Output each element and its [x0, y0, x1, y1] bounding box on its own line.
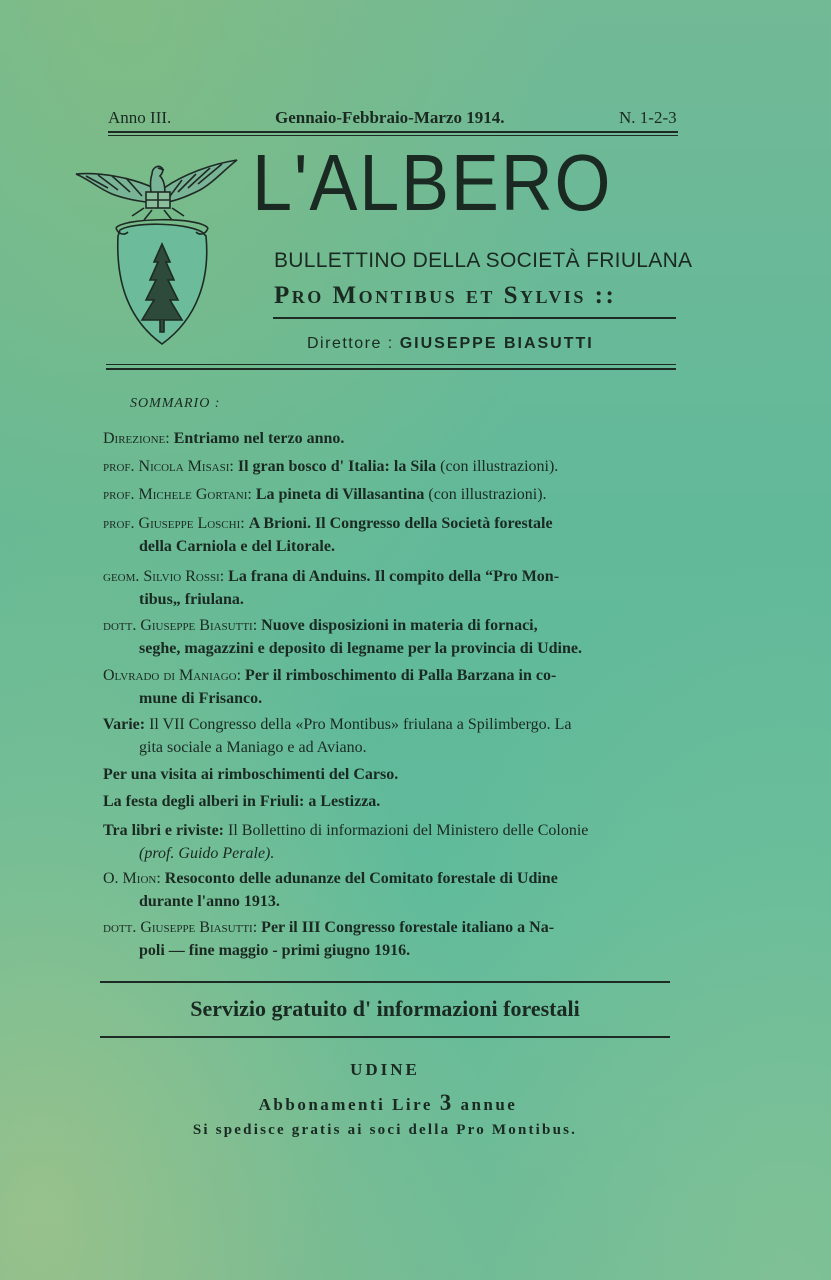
entry-title: A Brioni. Il Congresso della Società forestale: [248, 515, 553, 532]
entry-continuation: poli — fine maggio - primi giugno 1916.: [139, 942, 411, 959]
entry-title: La frana di Anduins. Il compito della “Pro Mon-: [228, 568, 560, 585]
entry-author: O. Mion:: [103, 870, 161, 887]
director-line: [307, 335, 594, 353]
entry-continuation: seghe, magazzini e deposito di legname per la provincia di Udine.: [139, 640, 582, 657]
subscription-line: [0, 1090, 776, 1116]
contents-entry: [103, 483, 676, 506]
year-label: Anno III.: [108, 108, 172, 127]
entry-title: Resoconto delle adunanze del Comitato forestale di Udine: [164, 870, 558, 887]
contents-entry: [103, 790, 676, 813]
entry-extra: (con illustrazioni).: [424, 486, 547, 503]
entry-continuation: della Carniola e del Litorale.: [139, 538, 335, 555]
entry-author: Olvrado di Maniago:: [103, 667, 242, 684]
eagle-shield-emblem-icon: [72, 158, 242, 350]
contents-entry: [103, 427, 676, 450]
footer-rule-bottom: [100, 1036, 670, 1038]
contents-entry: [103, 664, 676, 710]
journal-title: L'ALBERO: [252, 138, 613, 227]
contents-entry: [103, 763, 676, 786]
free-members-note: Si spedisce gratis ai soci della Pro Montibus.: [192, 1122, 578, 1138]
entry-author: Direzione:: [103, 430, 170, 447]
entry-title: Entriamo nel terzo anno.: [173, 430, 345, 447]
entry-author: dott. Giuseppe Biasutti:: [103, 919, 258, 936]
contents-heading: SOMMARIO :: [130, 396, 221, 411]
issue-number: N. 1-2-3: [619, 108, 677, 127]
subscription-label: Abbonamenti Lire: [258, 1095, 433, 1114]
subscription-price: 3: [439, 1090, 454, 1115]
contents-entry: [103, 916, 676, 962]
entry-continuation: (prof. Guido Perale).: [139, 845, 275, 862]
entry-extra: Il Bollettino di informazioni del Ministero delle Colonie: [224, 822, 589, 839]
masthead-rule: [106, 368, 676, 370]
contents-entry: [103, 614, 676, 660]
contents-entry: [103, 512, 676, 558]
entry-continuation: tibus„ friulana.: [139, 591, 244, 608]
entry-continuation: gita sociale a Maniago e ad Aviano.: [139, 739, 367, 756]
subscription-unit: annue: [460, 1095, 518, 1114]
entry-title: Varie:: [103, 716, 146, 733]
contents-entry: [103, 455, 676, 478]
entry-title: Nuove disposizioni in materia di fornaci,: [261, 617, 538, 634]
journal-subtitle: BULLETTINO DELLA SOCIETÀ FRIULANA: [274, 249, 693, 272]
entry-title: Tra libri e riviste:: [103, 822, 224, 839]
footer-rule-top: [100, 981, 670, 983]
entry-author: dott. Giuseppe Biasutti:: [103, 617, 258, 634]
contents-entry: [103, 867, 676, 913]
director-name: GIUSEPPE BIASUTTI: [399, 335, 594, 352]
issue-date: Gennaio-Febbraio-Marzo 1914.: [275, 108, 505, 127]
entry-title: Per il rimboschimento di Palla Barzana in co-: [245, 667, 557, 684]
director-label: Direttore :: [307, 335, 394, 352]
contents-entry: [103, 565, 676, 611]
service-notice: Servizio gratuito d' informazioni forestali: [190, 996, 580, 1021]
entry-author: geom. Silvio Rossi:: [103, 568, 225, 585]
entry-title: La festa degli alberi in Friuli: a Lestizza.: [103, 793, 381, 810]
publication-city: UDINE: [350, 1060, 420, 1079]
society-motto: Pro Montibus et Sylvis ::: [274, 282, 617, 309]
header-rule-thin: [108, 135, 678, 136]
entry-title: Il gran bosco d' Italia: la Sila: [237, 458, 437, 475]
entry-title: Per il III Congresso forestale italiano a Na-: [261, 919, 555, 936]
entry-author: prof. Nicola Misasi:: [103, 458, 234, 475]
entry-title: Per una visita ai rimboschimenti del Carso.: [103, 766, 399, 783]
entry-author: prof. Giuseppe Loschi:: [103, 515, 245, 532]
contents-entry: [103, 819, 676, 865]
entry-extra: Il VII Congresso della «Pro Montibus» friulana a Spilimbergo. La: [145, 716, 572, 733]
masthead-rule-thin: [106, 364, 676, 365]
entry-continuation: mune di Frisanco.: [139, 690, 263, 707]
header-rule: [108, 131, 678, 133]
entry-extra: (con illustrazioni).: [436, 458, 559, 475]
motto-rule: [273, 317, 676, 319]
entry-title: La pineta di Villasantina: [255, 486, 425, 503]
contents-entry: [103, 713, 676, 759]
entry-author: prof. Michele Gortani:: [103, 486, 252, 503]
entry-continuation: durante l'anno 1913.: [139, 893, 280, 910]
